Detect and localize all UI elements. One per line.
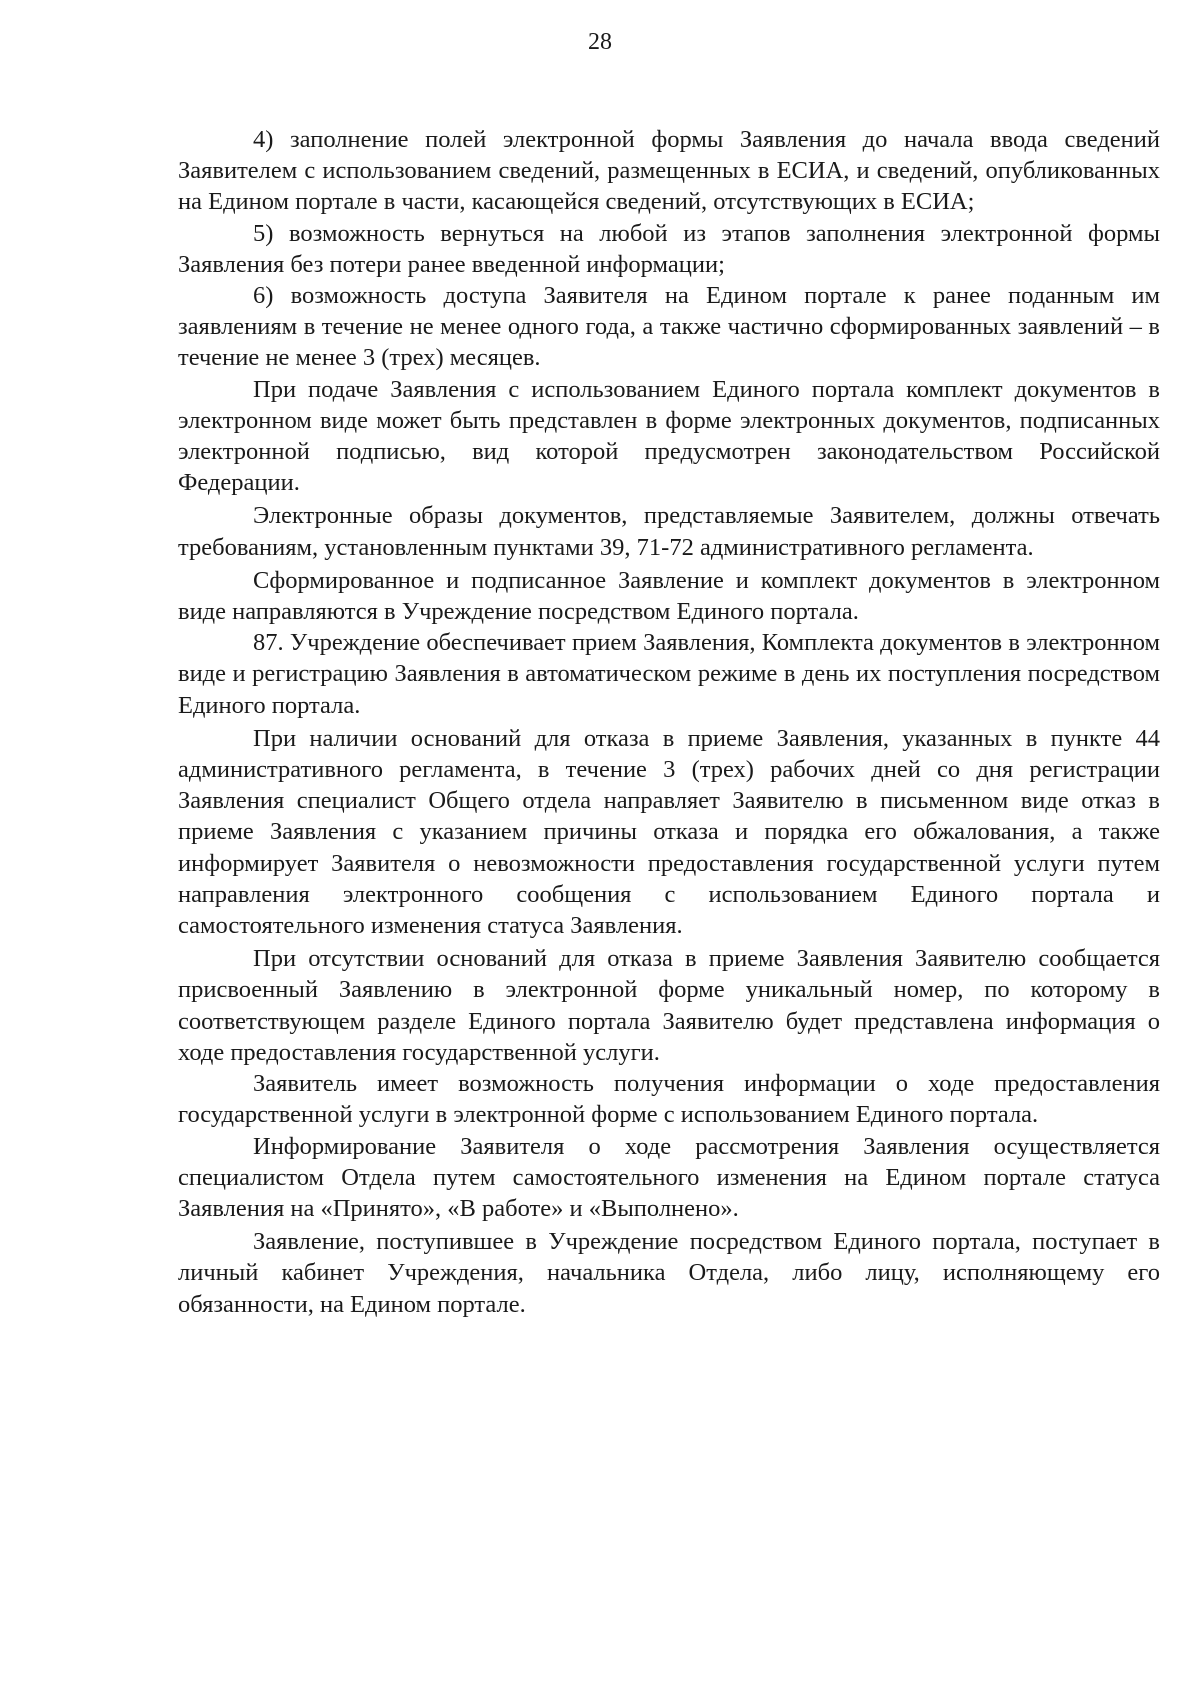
paragraph-personal-cabinet: Заявление, поступившее в Учреждение посредством Единого портала, поступает в личный кабинет Учреждения, начальника Отдела, либо лицу, исполняющему его обязанности, на Едином портале.	[178, 1228, 1160, 1318]
page-number: 28	[588, 29, 612, 55]
paragraph-electronic-images: Электронные образы документов, представляемые Заявителем, должны отвечать требованиям, установленным пунктами 39, 71-72 административного регламента.	[178, 502, 1160, 561]
paragraph-portal-submission: При подаче Заявления с использованием Единого портала комплект документов в электронном виде может быть представлен в форме электронных документов, подписанных электронной подписью, вид которой предусмотрен законодательством Российской Федерации.	[178, 375, 1160, 497]
paragraph-refusal-grounds: При наличии оснований для отказа в приеме Заявления, указанных в пункте 44 административного регламента, в течение 3 (трех) рабочих дней со дня регистрации Заявления специалист Общего отдела направляет Заявителю в письменном виде отказ в приеме Заявления с указанием причины отказа и порядка его обжалования, а также информирует Заявителя о невозможности предоставления государственной услуги путем направления электронного сообщения с использованием Единого портала и самостоятельного изменения статуса Заявления.	[178, 724, 1160, 940]
paragraph-signed-application: Сформированное и подписанное Заявление и комплект документов в электронном виде направляются в Учреждение посредством Единого портала.	[178, 566, 1160, 626]
paragraph-status-info: Заявитель имеет возможность получения информации о ходе предоставления государственной услуги в электронной форме с использованием Единого портала.	[178, 1070, 1160, 1129]
document-body	[178, 124, 1160, 1320]
paragraph-informing: Информирование Заявителя о ходе рассмотрения Заявления осуществляется специалистом Отдела путем самостоятельного изменения на Едином портале статуса Заявления на «Принято», «В работе» и «Выполнено».	[178, 1132, 1160, 1222]
paragraph-item-6: 6) возможность доступа Заявителя на Едином портале к ранее поданным им заявлениям в течение не менее одного года, а также частично сформированных заявлений – в течение не менее 3 (трех) месяцев.	[178, 282, 1160, 372]
paragraph-item-5: 5) возможность вернуться на любой из этапов заполнения электронной формы Заявления без потери ранее введенной информации;	[178, 219, 1160, 278]
paragraph-item-4: 4) заполнение полей электронной формы Заявления до начала ввода сведений Заявителем с использованием сведений, размещенных в ЕСИА, и сведений, опубликованных на Едином портале в части, касающейся сведений, отсутствующих в ЕСИА;	[178, 126, 1160, 216]
paragraph-no-refusal: При отсутствии оснований для отказа в приеме Заявления Заявителю сообщается присвоенный Заявлению в электронной форме уникальный номер, по которому в соответствующем разделе Единого портала Заявителю будет представлена информация о ходе предоставления государственной услуги.	[178, 945, 1160, 1066]
paragraph-section-87: 87. Учреждение обеспечивает прием Заявления, Комплекта документов в электронном виде и регистрацию Заявления в автоматическом режиме в день их поступления посредством Единого портала.	[178, 629, 1160, 719]
